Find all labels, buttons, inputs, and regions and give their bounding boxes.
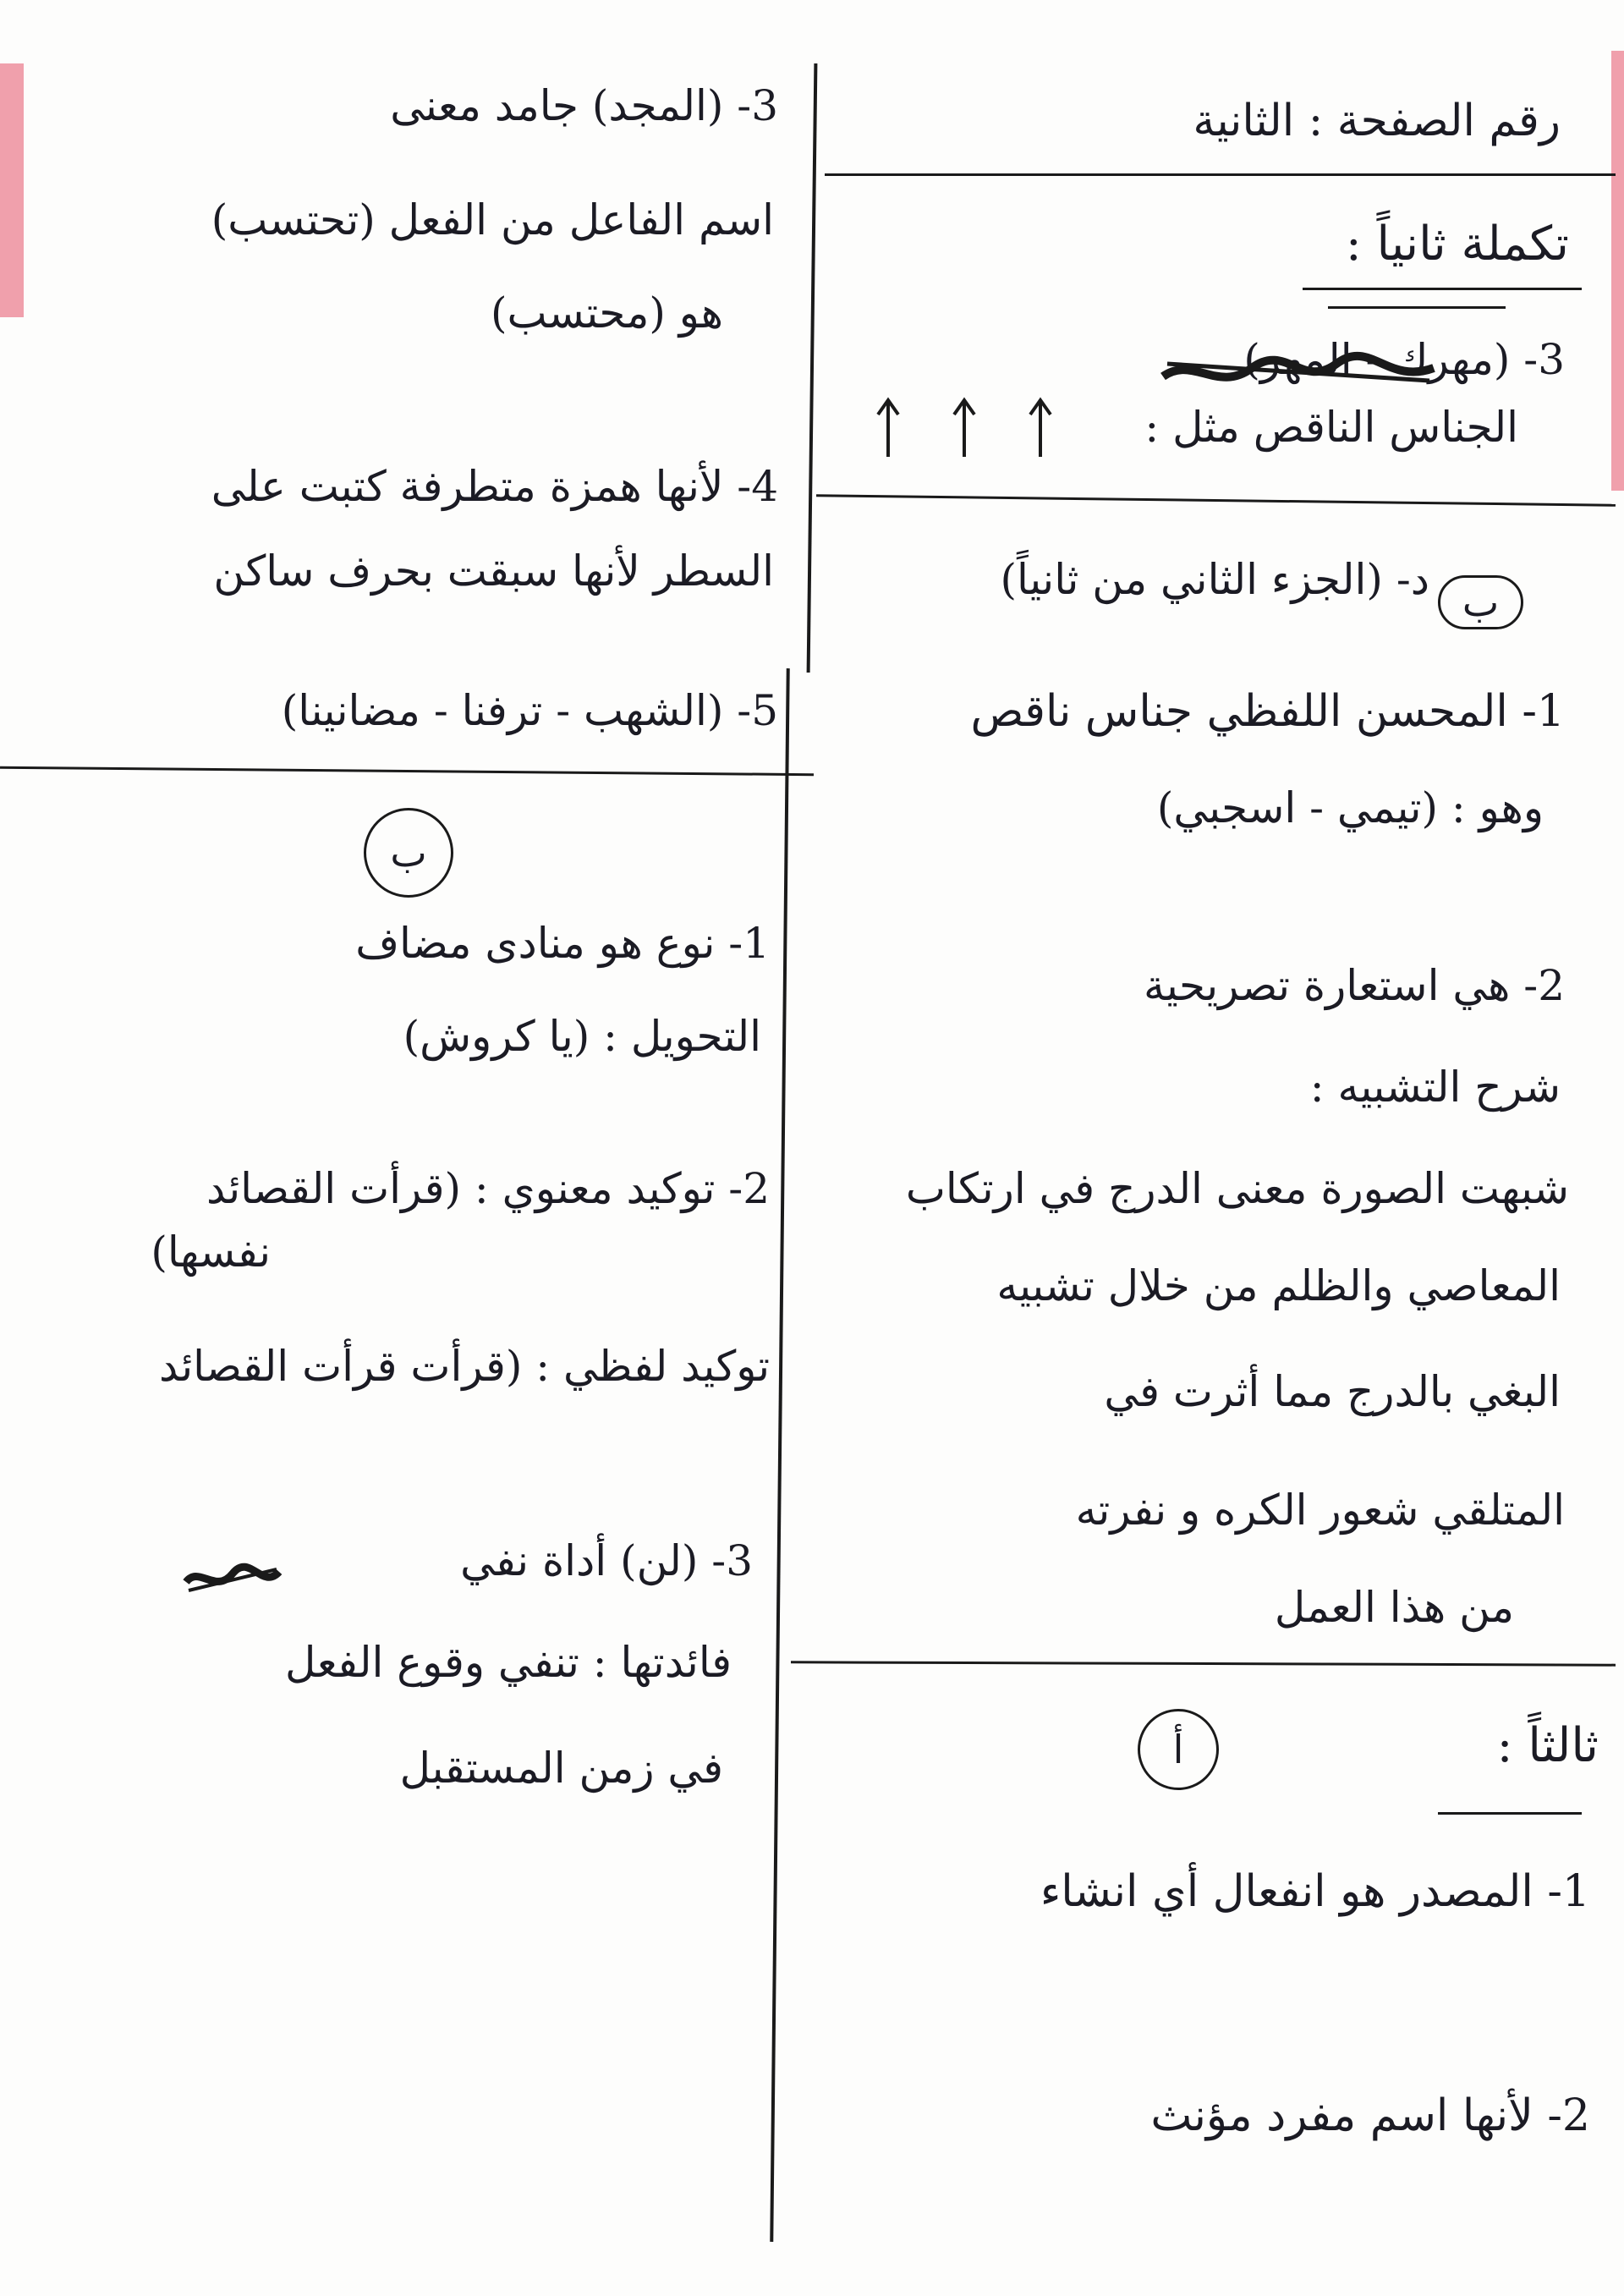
left-b2-line1: 2- توكيد معنوي : (قرأت القصائد: [206, 1164, 770, 1213]
right-item-3-line2: الجناس الناقص مثل :: [1144, 403, 1518, 452]
heading-third: ثالثاً :: [1496, 1718, 1599, 1773]
part-b-heading: د- (الجزء الثاني من ثانياً): [1000, 555, 1429, 604]
third-badge: أ: [1138, 1709, 1219, 1790]
left-b1-line1: 1- نوع هو منادى مضاف: [355, 919, 770, 968]
left-b2-line3: توكيد لفظي : (قرأت قرأت القصائد: [159, 1342, 770, 1391]
right-c2: 2- لأنها اسم مفرد مؤنث: [1150, 2090, 1590, 2141]
left-a5: 5- (الشهب - ترفنا - مضانينا): [281, 686, 778, 735]
left-a4-line1: 4- لأنها همزة متطرفة كتبت على: [211, 462, 778, 511]
left-rule-1: [0, 766, 814, 776]
right-rule-3: [791, 1661, 1616, 1666]
right-c1: 1- المصدر هو انفعال أي انشاء: [1040, 1866, 1590, 1917]
right-b2-line3: شبهت الصورة معنى الدرج في ارتكاب: [905, 1164, 1569, 1213]
right-b1-line2: وهو : (تيمي - اسجبي): [1156, 783, 1544, 832]
heading-completion-underline: [1303, 288, 1582, 290]
left-b2-line2: نفسها): [151, 1228, 271, 1277]
right-b2-line2: شرح التشبيه :: [1309, 1063, 1561, 1112]
heading-third-underline: [1438, 1812, 1582, 1815]
heading-completion: تكملة ثانياً :: [1345, 217, 1569, 272]
left-b3-line2: فائدتها : تنفي وقوع الفعل: [284, 1638, 732, 1687]
page-number-label: رقم الصفحة : الثانية: [1193, 96, 1561, 146]
heading-completion-underline-2: [1328, 306, 1506, 309]
left-a3-line3: هو (محتسب): [491, 288, 723, 338]
right-b2-line7: من هذا العمل: [1274, 1583, 1514, 1632]
right-rule-1: [825, 173, 1616, 176]
left-a3: 3- (المجد) جامد معنى: [390, 81, 778, 130]
paper-edge-top-left: [0, 63, 24, 317]
left-badge-b: ب: [364, 808, 453, 898]
right-b1-line1: 1- المحسن اللفظي جناس ناقص: [970, 686, 1565, 737]
right-item-3-line1: 3- (مهرك - المهر): [1243, 335, 1565, 384]
left-a3-line2: اسم الفاعل من الفعل (تحتسب): [211, 195, 774, 244]
right-b2-line4: المعاصي والظلم من خلال تشبيه: [996, 1261, 1561, 1310]
right-b2-line6: المتلقي شعور الكره و نفرته: [1075, 1486, 1565, 1535]
left-crossed-out-word: [182, 1557, 283, 1603]
right-rule-2: [816, 494, 1616, 507]
center-divider-lower: [770, 668, 789, 2242]
crossed-out-word: [1159, 347, 1438, 398]
paper-edge-top-right: [1611, 51, 1624, 491]
left-b3-line1: 3- (لن) أداة نفي: [460, 1536, 753, 1585]
part-b-badge: ب: [1438, 575, 1523, 629]
right-b2-line1: 2- هي استعارة تصريحية: [1144, 961, 1565, 1010]
left-b1-line2: التحويل : (يا كروش): [403, 1012, 761, 1061]
right-b2-line5: البغي بالدرج مما أثرت في: [1104, 1367, 1561, 1416]
left-a4-line2: السطر لأنها سبقت بحرف ساكن: [213, 547, 774, 596]
center-divider: [807, 63, 818, 673]
left-b3-line3: في زمن المستقبل: [399, 1744, 723, 1793]
arrows-up: [871, 393, 1066, 461]
